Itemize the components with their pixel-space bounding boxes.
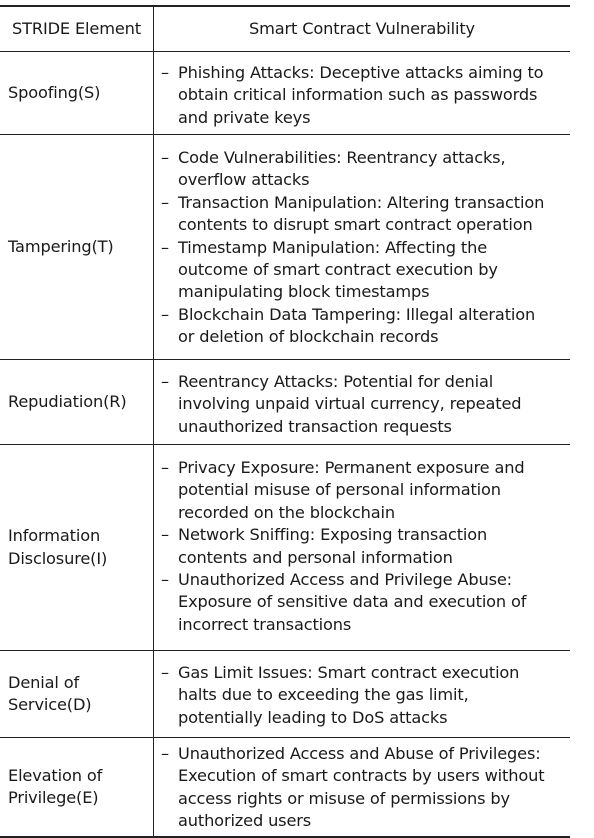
vulnerability-item [161,192,566,237]
stride-element-line: Repudiation(R) [8,391,127,411]
bullet-dash: – [161,458,169,477]
stride-element-cell [0,360,154,444]
stride-element-cell [0,651,154,737]
bullet-dash: – [161,372,169,391]
table-row [0,360,570,445]
vulnerability-cell [154,651,570,737]
vulnerability-item [161,62,566,129]
vulnerability-item [161,304,566,349]
vulnerability-text-line: Execution of smart contracts by users without [178,766,545,786]
vulnerability-text [178,147,566,192]
vulnerability-text-line: contents and personal information [178,547,453,567]
vulnerability-text [178,569,566,636]
stride-element-line: Elevation of [8,765,103,785]
vulnerability-cell [154,52,570,134]
vulnerability-text-line: unauthorized transaction requests [178,416,452,436]
vulnerability-text-line: authorized users [178,811,312,831]
vulnerability-text-line: manipulating block timestamps [178,282,430,302]
stride-element-label [8,236,114,258]
vulnerability-text-line: potential misuse of personal information [178,480,501,500]
vulnerability-text-line: Reentrancy Attacks: Potential for denial [178,372,494,391]
vulnerability-cell [154,135,570,359]
stride-element-line: Spoofing(S) [8,82,101,102]
stride-element-label [8,765,102,810]
bullet-dash: – [161,744,169,763]
stride-element-label [8,525,107,570]
vulnerability-text-line: Privacy Exposure: Permanent exposure and [178,458,525,477]
stride-element-cell [0,135,154,359]
vulnerability-text-line: and private keys [178,107,311,127]
table-header-row [0,7,570,52]
stride-element-cell [0,52,154,134]
stride-element-cell [0,738,154,836]
vulnerability-text-line: Transaction Manipulation: Altering transaction [178,192,545,212]
vulnerability-text-line: Unauthorized Access and Abuse of Privileges: [178,744,541,763]
bullet-dash: – [161,63,169,82]
vulnerability-text-line: incorrect transactions [178,614,352,634]
vulnerability-text-line: Timestamp Manipulation: Affecting the [178,237,487,257]
vulnerability-text-line: involving unpaid virtual currency, repeated [178,394,522,414]
vulnerability-text-line: Blockchain Data Tampering: Illegal alteration [178,304,536,324]
bullet-dash: – [161,304,169,324]
stride-element-cell [0,445,154,650]
bullet-dash: – [161,237,169,257]
vulnerability-text-line: or deletion of blockchain records [178,327,439,347]
vulnerability-item [161,743,566,833]
vulnerability-text [178,304,566,349]
vulnerability-text [178,192,566,237]
vulnerability-text-line: Exposure of sensitive data and execution of [178,592,527,612]
vulnerability-text [178,371,566,438]
vulnerability-text-line: potentially leading to DoS attacks [178,707,448,727]
vulnerability-text-line: obtain critical information such as passwords [178,85,538,105]
vulnerability-text-line: recorded on the blockchain [178,502,395,522]
vulnerability-item [161,237,566,304]
stride-element-line: Privilege(E) [8,788,99,807]
bullet-dash: – [161,192,169,212]
header-stride-element: STRIDE Element [0,7,154,51]
vulnerability-cell [154,360,570,444]
vulnerability-text-line: access rights or misuse of permissions by [178,788,510,808]
vulnerability-text-line: Code Vulnerabilities: Reentrancy attacks, [178,148,506,167]
vulnerability-text [178,743,566,833]
table-row [0,135,570,360]
bullet-dash: – [161,525,169,545]
vulnerability-text [178,524,566,569]
vulnerability-text [178,62,566,129]
vulnerability-cell [154,445,570,650]
table-row [0,651,570,738]
stride-element-line: Denial of [8,672,79,692]
vulnerability-text [178,237,566,304]
vulnerability-item [161,662,566,729]
stride-element-line: Disclosure(I) [8,548,108,568]
header-smart-contract-vulnerability: Smart Contract Vulnerability [249,18,475,38]
vulnerability-text-line: contents to disrupt smart contract operation [178,215,533,235]
vulnerability-text-line: Network Sniffing: Exposing transaction [178,525,488,545]
vulnerability-text [178,662,566,729]
vulnerability-text-line: overflow attacks [178,170,310,190]
vulnerability-cell [154,738,570,836]
stride-element-label [8,82,100,104]
vulnerability-text-line: outcome of smart contract execution by [178,260,498,280]
stride-element-line: Tampering(T) [8,236,114,256]
vulnerability-item [161,371,566,438]
vulnerability-text-line: halts due to exceeding the gas limit, [178,685,469,705]
vulnerability-text [178,457,566,524]
stride-element-label [8,391,127,413]
vulnerability-text-line: Unauthorized Access and Privilege Abuse: [178,570,512,590]
stride-vulnerability-table [0,5,570,838]
bullet-dash: – [161,570,169,590]
table-row [0,445,570,651]
vulnerability-text-line: Phishing Attacks: Deceptive attacks aiming to [178,63,544,82]
table-row [0,52,570,135]
bullet-dash: – [161,148,169,167]
vulnerability-item [161,147,566,192]
vulnerability-item [161,524,566,569]
stride-element-line: Service(D) [8,695,92,714]
stride-element-label [8,672,91,717]
vulnerability-text-line: Gas Limit Issues: Smart contract execution [178,663,520,682]
table-body [0,52,570,836]
vulnerability-item [161,569,566,636]
bullet-dash: – [161,663,169,682]
table-row [0,738,570,836]
stride-element-line: Information [8,526,101,546]
vulnerability-item [161,457,566,524]
